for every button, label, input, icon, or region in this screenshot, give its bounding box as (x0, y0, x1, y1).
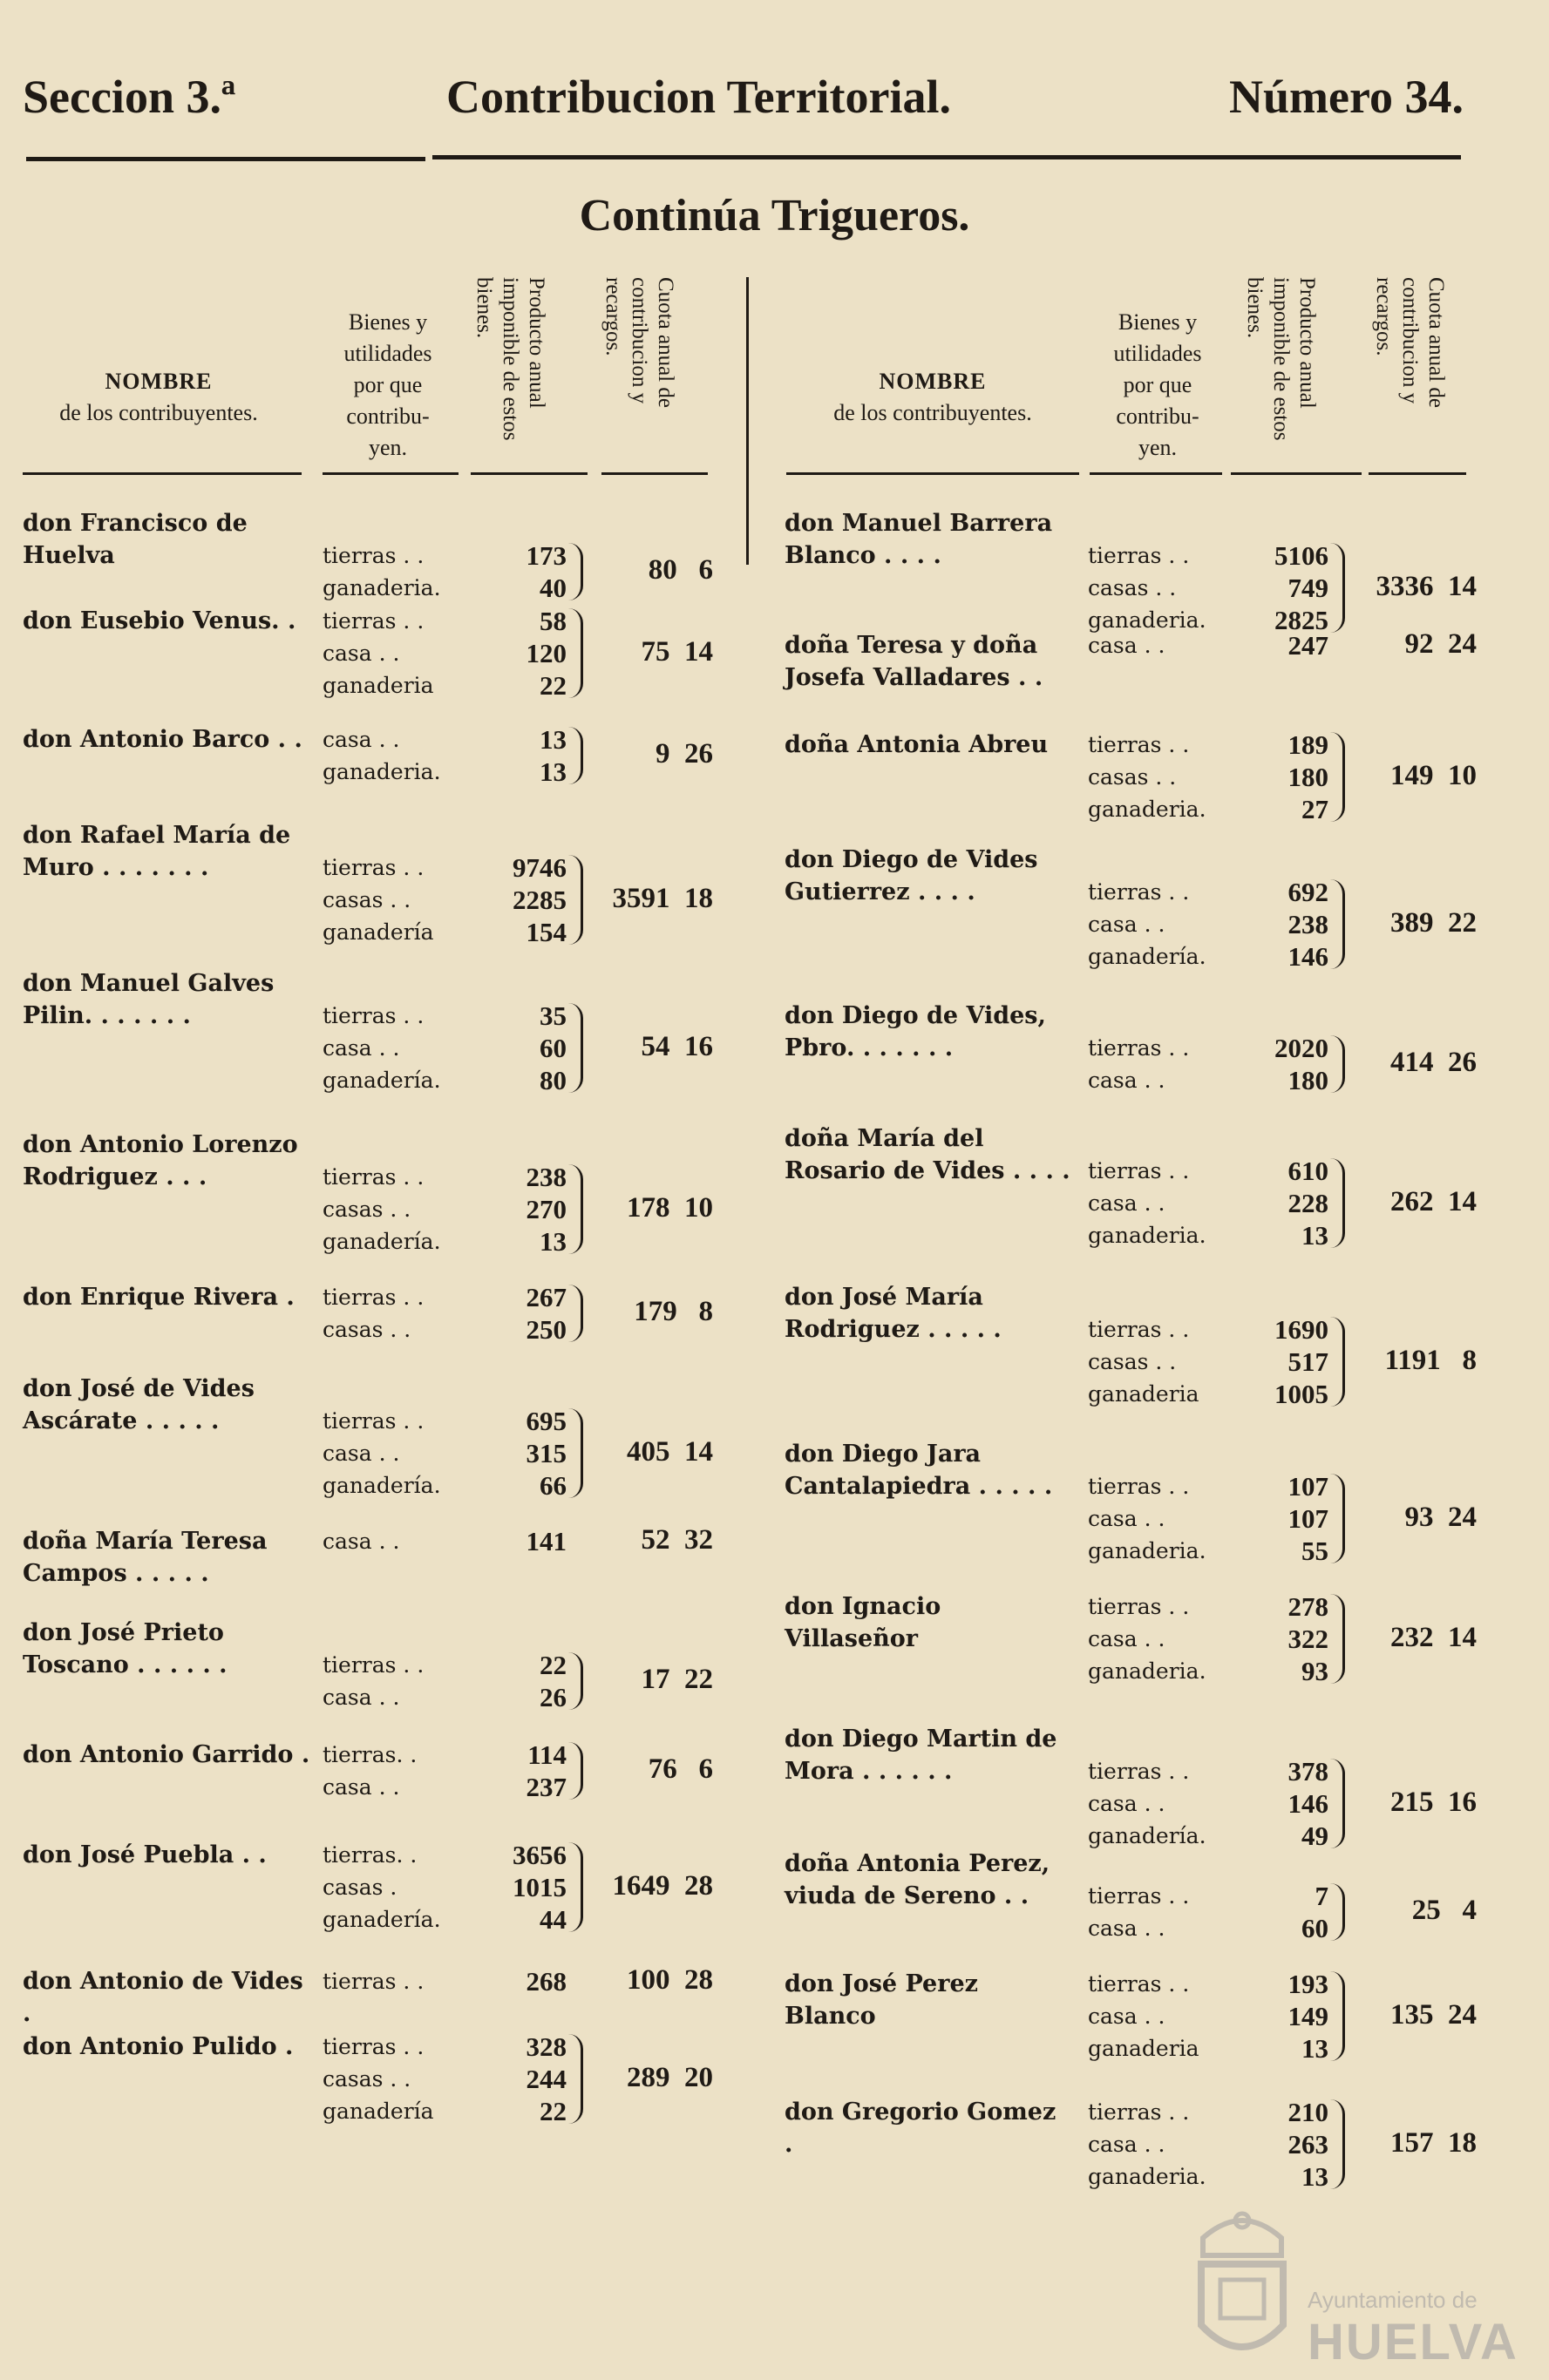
asset-type: tierras . . (323, 1652, 425, 1678)
producto-value: 263 (1287, 2129, 1328, 2160)
contributor-name: doña Antonia Perez, viuda de Sereno . . (785, 1850, 1050, 1909)
asset-type: tierras . . (323, 543, 425, 568)
header-rule-right (432, 155, 1461, 159)
producto-value: 13 (1301, 2161, 1328, 2192)
producto-list (1215, 1968, 1328, 2065)
contributor-name: doña María del Rosario de Vides . . . . (785, 1125, 1070, 1184)
asset-type-list (323, 1161, 441, 1258)
bienes-line: yen. (1138, 435, 1178, 460)
producto-value: 278 (1287, 1591, 1328, 1622)
producto-value: 1690 (1274, 1314, 1328, 1345)
asset-type-list (323, 851, 434, 948)
producto-list (453, 1839, 567, 1936)
producto-value: 270 (526, 1194, 567, 1224)
asset-type: tierras . . (1088, 2099, 1190, 2125)
contributor-name: don Antonio Pulido . (23, 2033, 294, 2060)
producto-list (1215, 1880, 1328, 1944)
producto-value: 2285 (513, 885, 567, 915)
contributor-name: doña Teresa y doña Josefa Valladares . . (785, 632, 1043, 691)
contributor-name: don Diego de Vides Gutierrez . . . . (785, 846, 1038, 905)
producto-value: 250 (526, 1314, 567, 1345)
producto-list (1215, 1755, 1328, 1852)
contributor-name: don José Puebla . . (23, 1841, 267, 1868)
contributor-name: don Gregorio Gomez . (785, 2099, 1056, 2158)
producto-value: 13 (540, 724, 567, 755)
right-header-underline (1231, 472, 1362, 475)
bienes-line: utilidades (343, 341, 432, 366)
asset-type: tierras . . (323, 1969, 425, 1994)
producto-list (453, 1405, 567, 1502)
asset-type: tierras . . (323, 1408, 425, 1434)
asset-type: tierras . . (1088, 1474, 1190, 1499)
producto-list (1215, 1313, 1328, 1410)
contributor-name: doña María Teresa Campos . . . . . (23, 1528, 268, 1587)
bienes-line: contribu- (346, 403, 430, 429)
cuota-value: 178 10 (627, 1191, 713, 1224)
contributor-name: don Eusebio Venus. . (23, 607, 296, 634)
cuota-value: 149 10 (1390, 759, 1477, 791)
cuota-value: 25 4 (1411, 1895, 1477, 1926)
asset-type-list (1088, 1590, 1206, 1687)
asset-type: casa . . (1088, 1190, 1165, 1216)
cuota-value: 157 18 (1390, 2126, 1477, 2159)
cuota-value: 9 26 (656, 738, 713, 770)
contributor-name: don Antonio Barco . . (23, 726, 302, 753)
asset-type: tierras . . (1088, 1317, 1190, 1342)
producto-list (1215, 729, 1328, 825)
producto-value: 180 (1287, 1065, 1328, 1095)
contributor-name: don Manuel Barrera Blanco . . . . (785, 510, 1053, 569)
cuota-value: 92 24 (1404, 627, 1477, 660)
bienes-line: contribu- (1116, 403, 1199, 429)
producto-value: 55 (1301, 1536, 1328, 1566)
producto-value: 13 (540, 756, 567, 787)
asset-type-list (1088, 1880, 1189, 1944)
asset-type-list (1088, 876, 1206, 973)
asset-type-list (1088, 1968, 1199, 2065)
right-header-underline (1369, 472, 1466, 475)
left-bienes-header (314, 307, 462, 464)
producto-value: 749 (1287, 573, 1328, 603)
contributor-name: doña Antonia Abreu (785, 731, 1049, 758)
cuota-value: 135 24 (1390, 1998, 1477, 2031)
section-label: Seccion 3.ª (23, 71, 236, 123)
asset-type: casa . . (1088, 2132, 1165, 2157)
contributor-name: don José Perez Blanco (785, 1970, 978, 2030)
asset-type-list (323, 723, 441, 788)
cuota-value: 262 14 (1390, 1185, 1477, 1217)
asset-type: tierras . . (1088, 1883, 1190, 1909)
producto-list (1215, 876, 1328, 973)
bienes-line: por que (1123, 372, 1192, 397)
watermark-line1: Ayuntamiento de (1308, 2287, 1478, 2313)
asset-type: casas . . (1088, 575, 1177, 600)
asset-type: ganadería (323, 2099, 434, 2124)
left-name-header-big: NOMBRE (105, 369, 213, 394)
asset-type: ganaderia. (323, 759, 441, 784)
asset-type: casa . . (1088, 1916, 1165, 1941)
asset-type: ganadería. (323, 1907, 441, 1932)
asset-type: casas . . (323, 1197, 411, 1222)
bienes-line: Bienes y (1118, 309, 1198, 335)
asset-type-list (323, 1000, 441, 1096)
asset-type-list (323, 539, 441, 604)
producto-value: 193 (1287, 1969, 1328, 1999)
cuota-value: 1649 28 (612, 1869, 713, 1902)
right-header-underline (1090, 472, 1222, 475)
producto-value: 44 (540, 1904, 567, 1935)
producto-value: 13 (540, 1226, 567, 1257)
asset-type: ganaderia (1088, 1381, 1199, 1407)
right-name-header-small: de los contribuyentes. (833, 400, 1032, 425)
asset-type: casa . . (1088, 1068, 1165, 1093)
producto-value: 58 (540, 606, 567, 636)
producto-value: 322 (1287, 1624, 1328, 1654)
bienes-line: yen. (368, 435, 408, 460)
producto-value: 210 (1287, 2097, 1328, 2127)
bienes-line: por que (353, 372, 423, 397)
column-separator (746, 277, 749, 565)
producto-value: 107 (1287, 1503, 1328, 1534)
producto-value: 610 (1287, 1156, 1328, 1186)
producto-value: 244 (526, 2064, 567, 2094)
cuota-value: 414 26 (1390, 1047, 1477, 1078)
producto-list (1215, 2096, 1328, 2193)
left-header-underline (23, 472, 302, 475)
producto-value: 247 (1287, 630, 1328, 661)
asset-type: tierras . . (1088, 1759, 1190, 1784)
contributor-name: don José de Vides Ascárate . . . . . (23, 1375, 255, 1434)
producto-value: 22 (540, 2096, 567, 2126)
asset-type-list (1088, 539, 1206, 636)
contributor-name: don Rafael María de Muro . . . . . . . (23, 822, 291, 881)
asset-type-list (323, 1839, 441, 1936)
contributor-name: don Antonio de Vides . (23, 1968, 303, 2027)
asset-type-list (1088, 1470, 1206, 1567)
asset-type: casa . . (1088, 1506, 1165, 1531)
producto-value: 149 (1287, 2001, 1328, 2031)
producto-value: 66 (540, 1470, 567, 1501)
page-number: Número 34. (1229, 71, 1464, 123)
asset-type: tierras . . (1088, 543, 1190, 568)
producto-value: 114 (527, 1739, 567, 1770)
asset-type: casa . . (323, 1441, 400, 1466)
asset-type: ganadería (323, 919, 434, 945)
asset-type: ganaderia. (1088, 607, 1206, 633)
contributor-name: don José María Rodriguez . . . . . (785, 1284, 1002, 1343)
producto-value: 7 (1315, 1881, 1328, 1911)
asset-type: casa . . (1088, 2004, 1165, 2029)
producto-list (453, 851, 567, 948)
asset-type: casa . . (323, 727, 400, 752)
right-name-header (785, 366, 1081, 429)
cuota-value: 76 6 (648, 1753, 713, 1785)
producto-list (1215, 629, 1328, 661)
producto-value: 146 (1287, 941, 1328, 972)
producto-value: 93 (1301, 1656, 1328, 1686)
producto-list (453, 723, 567, 788)
producto-value: 378 (1287, 1756, 1328, 1787)
left-header-underline (471, 472, 588, 475)
producto-value: 5106 (1274, 540, 1328, 571)
asset-type-list (323, 1739, 417, 1803)
producto-value: 267 (526, 1282, 567, 1312)
producto-value: 13 (1301, 2033, 1328, 2064)
asset-type: ganaderia. (323, 575, 441, 600)
asset-type: ganadería. (323, 1473, 441, 1498)
producto-list (453, 1281, 567, 1346)
asset-type-list (323, 605, 434, 702)
asset-type: ganadería. (1088, 944, 1206, 969)
producto-list (1215, 1032, 1328, 1096)
asset-type: casas . . (323, 887, 411, 912)
asset-type: tierras . . (323, 1003, 425, 1028)
contributor-name: don Diego Jara Cantalapiedra . . . . . (785, 1441, 1053, 1500)
producto-list (453, 1739, 567, 1803)
producto-value: 328 (526, 2031, 567, 2062)
asset-type-list (323, 2031, 434, 2127)
right-header-underline (786, 472, 1079, 475)
left-header-underline (601, 472, 708, 475)
bienes-line: Bienes y (348, 309, 428, 335)
right-name-header-big: NOMBRE (879, 369, 987, 394)
producto-list (453, 2031, 567, 2127)
producto-value: 2825 (1274, 605, 1328, 635)
producto-value: 517 (1287, 1346, 1328, 1377)
asset-type-list (323, 1405, 441, 1502)
cuota-value: 93 24 (1404, 1501, 1477, 1533)
producto-value: 189 (1287, 729, 1328, 760)
asset-type-list (1088, 729, 1206, 825)
asset-type: casa . . (323, 1774, 400, 1800)
asset-type: tierras . . (323, 1164, 425, 1190)
producto-value: 26 (540, 1682, 567, 1712)
cuota-value: 232 14 (1390, 1621, 1477, 1653)
cuota-value: 17 22 (641, 1664, 713, 1695)
asset-type-list (1088, 1032, 1189, 1096)
producto-list (1215, 539, 1328, 636)
asset-type: ganaderia. (1088, 1223, 1206, 1248)
contributor-name: don Enrique Rivera . (23, 1284, 295, 1311)
asset-type: casa . . (1088, 1791, 1165, 1816)
producto-value: 154 (526, 917, 567, 947)
cuota-value: 389 22 (1390, 906, 1477, 939)
asset-type: tierras . . (323, 1285, 425, 1310)
cuota-value: 100 28 (627, 1963, 713, 1996)
asset-type: tierras . . (323, 855, 425, 880)
producto-value: 35 (540, 1000, 567, 1031)
producto-list (453, 539, 567, 604)
ayuntamiento-watermark (1186, 2203, 1518, 2377)
producto-value: 2020 (1274, 1033, 1328, 1063)
asset-type-list (1088, 1313, 1199, 1410)
producto-value: 22 (540, 1650, 567, 1680)
producto-value: 1015 (513, 1872, 567, 1902)
asset-type: ganadería. (323, 1229, 441, 1254)
cuota-value: 52 32 (641, 1523, 713, 1556)
producto-value: 238 (526, 1162, 567, 1192)
producto-value: 22 (540, 670, 567, 701)
asset-type: casas . . (1088, 764, 1177, 790)
asset-type-list (1088, 629, 1165, 661)
producto-list (1215, 1590, 1328, 1687)
asset-type: ganaderia. (1088, 2164, 1206, 2189)
asset-type-list (323, 1525, 399, 1557)
asset-type-list (323, 1649, 424, 1713)
asset-type: ganaderia (1088, 2036, 1199, 2061)
producto-value: 268 (526, 1966, 567, 1997)
left-name-header (19, 366, 298, 429)
asset-type: ganadería. (323, 1068, 441, 1093)
contributor-name: don José Prieto Toscano . . . . . . (23, 1619, 228, 1678)
producto-value: 120 (526, 638, 567, 668)
asset-type-list (1088, 2096, 1206, 2193)
watermark-line2: HUELVA (1308, 2314, 1518, 2370)
left-name-header-small: de los contribuyentes. (59, 400, 258, 425)
right-producto-header: Producto anual imponible de estos bienes. (1243, 277, 1319, 441)
right-cuota-header: Cuota anual de contribucion y recargos. (1372, 277, 1448, 408)
left-header-underline (323, 472, 459, 475)
right-bienes-header (1088, 307, 1227, 464)
producto-value: 60 (1301, 1913, 1328, 1943)
cuota-value: 405 14 (627, 1435, 713, 1468)
producto-list (453, 1965, 567, 1997)
producto-list (453, 1000, 567, 1096)
left-producto-header: Producto anual imponible de estos bienes. (472, 277, 548, 441)
producto-list (453, 1649, 567, 1713)
producto-value: 237 (526, 1772, 567, 1802)
contributor-name: don Manuel Galves Pilin. . . . . . . (23, 970, 275, 1029)
asset-type: casas . . (1088, 1349, 1177, 1374)
asset-type: tierras . . (1088, 1035, 1190, 1061)
cuota-value: 75 14 (641, 635, 713, 668)
producto-value: 146 (1287, 1788, 1328, 1819)
producto-value: 238 (1287, 909, 1328, 939)
producto-value: 13 (1301, 1220, 1328, 1251)
contributor-name: don Francisco de Huelva (23, 510, 248, 569)
asset-type: casas . . (323, 1317, 411, 1342)
contributor-name: don Ignacio Villaseñor (785, 1593, 941, 1652)
asset-type: tierras. . (323, 1742, 418, 1767)
asset-type: casas . . (323, 2066, 411, 2092)
asset-type-list (323, 1965, 424, 1997)
producto-value: 180 (1287, 762, 1328, 792)
producto-value: 3656 (513, 1840, 567, 1870)
producto-list (453, 1525, 567, 1557)
producto-list (1215, 1470, 1328, 1567)
asset-type: tierras . . (323, 2034, 425, 2059)
page-title: Continúa Trigueros. (579, 191, 970, 241)
asset-type-list (1088, 1755, 1206, 1852)
producto-value: 695 (526, 1406, 567, 1436)
header-rule-mid (392, 157, 425, 161)
producto-value: 107 (1287, 1471, 1328, 1502)
asset-type: tierras . . (1088, 1158, 1190, 1183)
cuota-value: 3591 18 (612, 882, 713, 914)
asset-type: ganaderia (323, 673, 434, 698)
asset-type: tierras. . (323, 1842, 418, 1868)
asset-type: ganaderia. (1088, 1538, 1206, 1563)
producto-value: 173 (526, 540, 567, 571)
producto-value: 228 (1287, 1188, 1328, 1218)
producto-value: 1005 (1274, 1379, 1328, 1409)
asset-type: casa . . (323, 1529, 400, 1554)
asset-type: tierras . . (1088, 732, 1190, 757)
asset-type: casa . . (323, 1685, 400, 1710)
asset-type-list (323, 1281, 424, 1346)
asset-type: ganaderia. (1088, 797, 1206, 822)
cuota-value: 1191 8 (1384, 1344, 1477, 1376)
asset-type: ganadería. (1088, 1823, 1206, 1848)
producto-value: 9746 (513, 852, 567, 883)
bienes-line: utilidades (1113, 341, 1202, 366)
asset-type: ganaderia. (1088, 1658, 1206, 1684)
contributor-name: don Antonio Garrido . (23, 1741, 310, 1768)
asset-type: casas . (323, 1875, 397, 1900)
asset-type: casa . . (1088, 633, 1165, 658)
asset-type: casa . . (1088, 1626, 1165, 1651)
producto-value: 141 (526, 1526, 567, 1556)
cuota-value: 289 20 (627, 2061, 713, 2093)
header-title: Contribucion Territorial. (446, 71, 951, 123)
contributor-name: don Diego Martin de Mora . . . . . . (785, 1726, 1057, 1785)
cuota-value: 179 8 (634, 1296, 713, 1327)
contributor-name: don Diego de Vides, Pbro. . . . . . . (785, 1002, 1046, 1061)
producto-value: 27 (1301, 794, 1328, 824)
asset-type: tierras . . (1088, 1594, 1190, 1619)
producto-value: 692 (1287, 877, 1328, 907)
producto-value: 60 (540, 1033, 567, 1063)
header-rule-left (26, 157, 417, 161)
asset-type: tierras . . (1088, 1971, 1190, 1997)
cuota-value: 215 16 (1390, 1786, 1477, 1818)
left-cuota-header: Cuota anual de contribucion y recargos. (601, 277, 677, 408)
contributor-name: don Antonio Lorenzo Rodriguez . . . (23, 1131, 298, 1190)
asset-type-list (1088, 1155, 1206, 1251)
producto-list (453, 605, 567, 702)
cuota-value: 3336 14 (1376, 570, 1477, 602)
asset-type: casa . . (323, 1035, 400, 1061)
asset-type: tierras . . (1088, 879, 1190, 905)
crest-icon (1186, 2203, 1299, 2369)
asset-type: casa . . (323, 641, 400, 666)
cuota-value: 80 6 (648, 554, 713, 586)
producto-value: 49 (1301, 1821, 1328, 1851)
producto-value: 40 (540, 573, 567, 603)
asset-type: tierras . . (323, 608, 425, 634)
producto-value: 315 (526, 1438, 567, 1468)
asset-type: casa . . (1088, 912, 1165, 937)
producto-value: 80 (540, 1065, 567, 1095)
producto-list (1215, 1155, 1328, 1251)
producto-list (453, 1161, 567, 1258)
cuota-value: 54 16 (641, 1030, 713, 1062)
